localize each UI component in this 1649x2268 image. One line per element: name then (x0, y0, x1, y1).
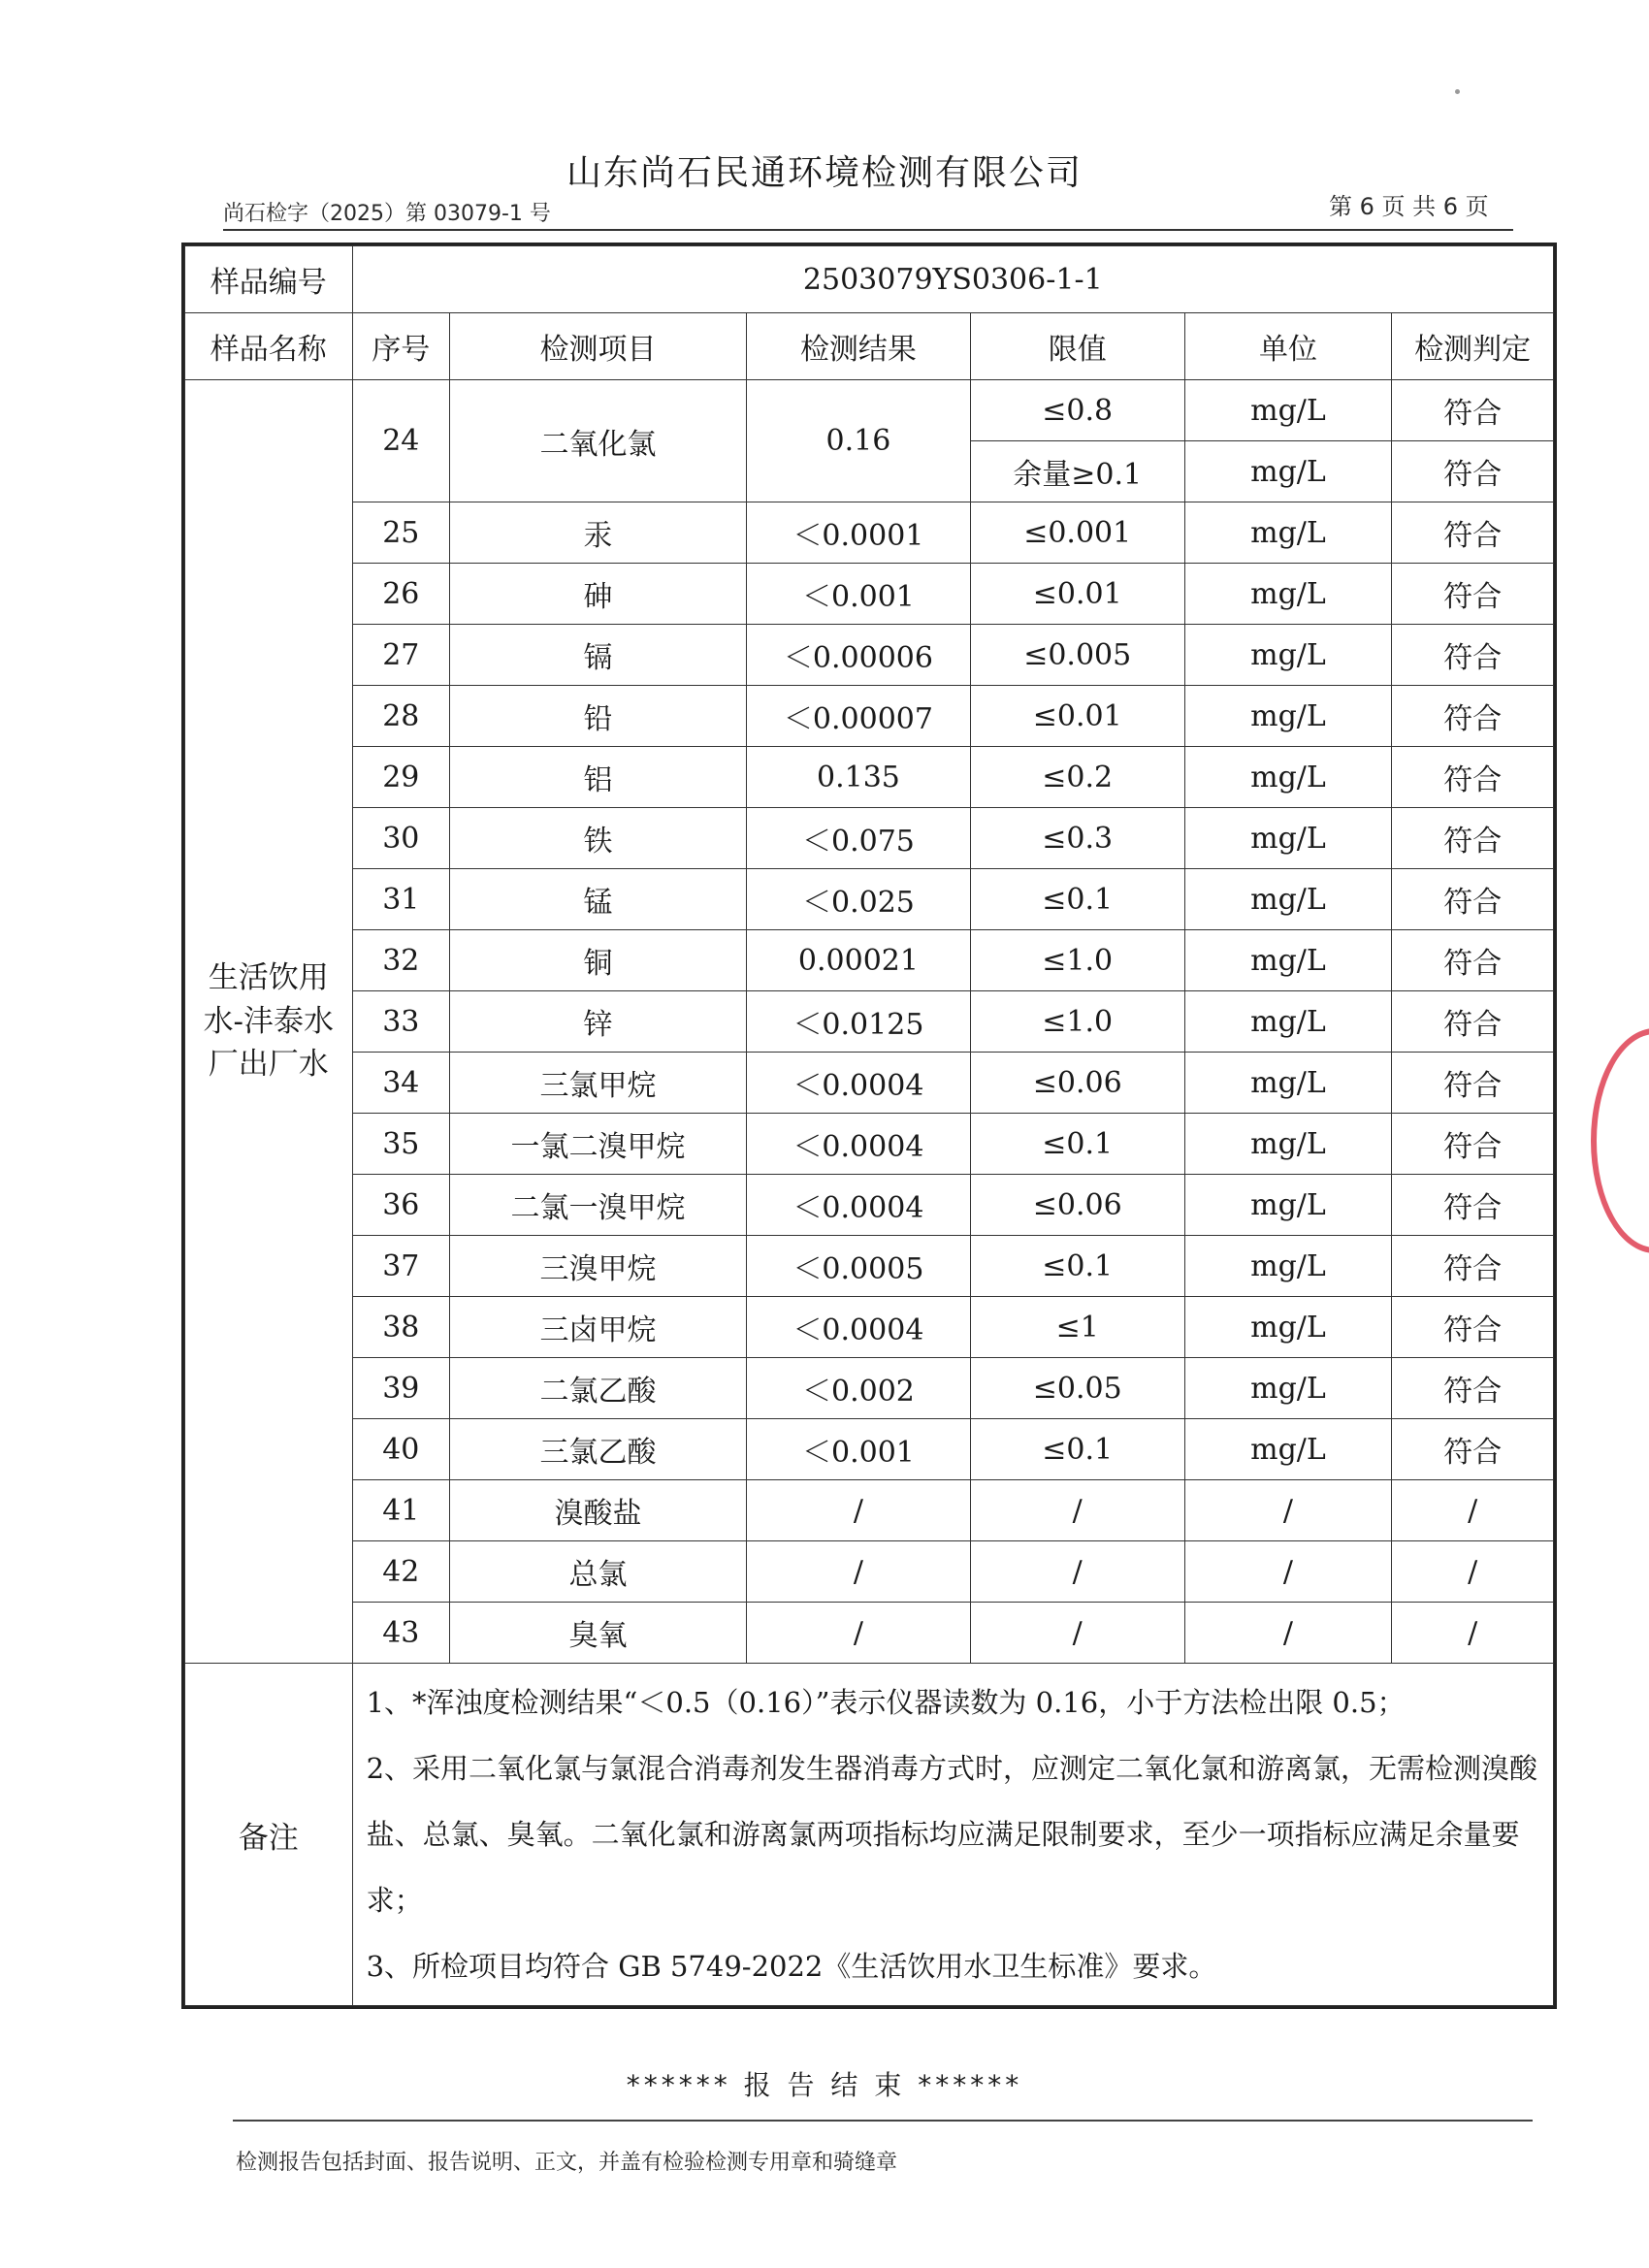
item-result: ＜0.001 (747, 564, 971, 625)
item-number: 36 (352, 1175, 449, 1236)
report-number: 尚石检字（2025）第 03079-1 号 (223, 202, 551, 226)
item-number: 26 (352, 564, 449, 625)
item-result: ＜0.0004 (747, 1114, 971, 1175)
item-limit: 余量≥0.1 (970, 441, 1184, 502)
remark-item: 2、采用二氧化氯与氯混合消毒剂发生器消毒方式时，应测定二氧化氯和游离氯，无需检测溴酸盐、总氯、臭氧。二氧化氯和游离氯两项指标均应满足限制要求，至少一项指标应满足余量要求； (366, 1752, 1538, 1917)
item-result: ＜0.002 (747, 1358, 971, 1419)
item-verdict: 符合 (1392, 747, 1554, 808)
item-verdict: 符合 (1392, 1297, 1554, 1358)
sample-name: 生活饮用水-沣泰水厂出厂水 (185, 380, 353, 1664)
item-verdict: 符合 (1392, 1419, 1554, 1480)
column-header: 检测项目 (449, 313, 746, 380)
item-verdict: 符合 (1392, 808, 1554, 869)
table-row (185, 1419, 1554, 1480)
item-result: / (747, 1541, 971, 1603)
item-limit: ≤0.005 (970, 625, 1184, 686)
item-verdict: 符合 (1392, 1053, 1554, 1114)
remarks-row (185, 1664, 1554, 2006)
item-unit: mg/L (1184, 1053, 1392, 1114)
table-row (185, 808, 1554, 869)
item-name: 溴酸盐 (449, 1480, 746, 1541)
item-verdict: 符合 (1392, 1236, 1554, 1297)
item-number: 38 (352, 1297, 449, 1358)
item-verdict: 符合 (1392, 869, 1554, 930)
item-limit: ≤0.3 (970, 808, 1184, 869)
item-name: 锰 (449, 869, 746, 930)
item-verdict: / (1392, 1541, 1554, 1603)
item-limit: ≤0.01 (970, 564, 1184, 625)
table-row (185, 1358, 1554, 1419)
item-result: ＜0.001 (747, 1419, 971, 1480)
item-name: 铅 (449, 686, 746, 747)
item-name: 臭氧 (449, 1603, 746, 1664)
item-result: ＜0.0005 (747, 1236, 971, 1297)
column-header: 单位 (1184, 313, 1392, 380)
item-number: 31 (352, 869, 449, 930)
item-limit: ≤0.1 (970, 1419, 1184, 1480)
item-name: 二氯一溴甲烷 (449, 1175, 746, 1236)
item-number: 24 (352, 380, 449, 502)
remark-item: 1、*浑浊度检测结果“＜0.5（0.16）”表示仪器读数为 0.16，小于方法检出限 0.5； (366, 1686, 1406, 1719)
table-row (185, 991, 1554, 1053)
column-header-row (185, 313, 1554, 380)
item-verdict: 符合 (1392, 625, 1554, 686)
table-row (185, 1480, 1554, 1541)
table-row (185, 869, 1554, 930)
report-end-mark: ****** 报 告 结 束 ****** (626, 2069, 1023, 2101)
item-number: 35 (352, 1114, 449, 1175)
item-limit: ≤1 (970, 1297, 1184, 1358)
item-name: 镉 (449, 625, 746, 686)
item-verdict: 符合 (1392, 564, 1554, 625)
column-header: 限值 (970, 313, 1184, 380)
table-row (185, 930, 1554, 991)
item-limit: ≤0.01 (970, 686, 1184, 747)
item-number: 37 (352, 1236, 449, 1297)
table-row (185, 625, 1554, 686)
item-unit: mg/L (1184, 1419, 1392, 1480)
item-unit: mg/L (1184, 869, 1392, 930)
item-number: 33 (352, 991, 449, 1053)
item-limit: ≤1.0 (970, 930, 1184, 991)
column-header: 检测结果 (747, 313, 971, 380)
item-unit: mg/L (1184, 564, 1392, 625)
item-result: ＜0.0004 (747, 1297, 971, 1358)
item-limit: ≤0.8 (970, 380, 1184, 441)
table-row (185, 1603, 1554, 1664)
item-number: 41 (352, 1480, 449, 1541)
item-limit: ≤0.2 (970, 747, 1184, 808)
item-limit: / (970, 1541, 1184, 1603)
item-name: 铜 (449, 930, 746, 991)
remarks-label: 备注 (185, 1664, 353, 2006)
column-header: 序号 (352, 313, 449, 380)
item-name: 锌 (449, 991, 746, 1053)
item-result: ＜0.075 (747, 808, 971, 869)
item-unit: / (1184, 1603, 1392, 1664)
item-limit: ≤0.001 (970, 502, 1184, 564)
item-limit: ≤0.05 (970, 1358, 1184, 1419)
table-row (185, 502, 1554, 564)
item-unit: mg/L (1184, 991, 1392, 1053)
item-result: ＜0.00007 (747, 686, 971, 747)
item-unit: mg/L (1184, 380, 1392, 441)
item-result: ＜0.00006 (747, 625, 971, 686)
item-number: 34 (352, 1053, 449, 1114)
item-verdict: 符合 (1392, 686, 1554, 747)
item-verdict: 符合 (1392, 1114, 1554, 1175)
item-result: ＜0.0125 (747, 991, 971, 1053)
item-limit: ≤0.06 (970, 1053, 1184, 1114)
item-number: 25 (352, 502, 449, 564)
item-verdict: 符合 (1392, 441, 1554, 502)
item-name: 三氯乙酸 (449, 1419, 746, 1480)
column-header: 检测判定 (1392, 313, 1554, 380)
header-rule (223, 229, 1513, 231)
item-number: 43 (352, 1603, 449, 1664)
item-limit: ≤1.0 (970, 991, 1184, 1053)
item-number: 32 (352, 930, 449, 991)
item-result: 0.16 (747, 380, 971, 502)
item-result: ＜0.0004 (747, 1053, 971, 1114)
item-name: 铁 (449, 808, 746, 869)
footer-rule (233, 2120, 1533, 2122)
item-name: 一氯二溴甲烷 (449, 1114, 746, 1175)
item-verdict: / (1392, 1603, 1554, 1664)
item-unit: mg/L (1184, 441, 1392, 502)
page-info: 第 6 页 共 6 页 (1329, 193, 1489, 220)
table-row (185, 380, 1554, 441)
item-number: 42 (352, 1541, 449, 1603)
item-unit: mg/L (1184, 625, 1392, 686)
item-unit: mg/L (1184, 747, 1392, 808)
item-name: 砷 (449, 564, 746, 625)
sample-number-label: 样品编号 (185, 246, 353, 313)
item-verdict: 符合 (1392, 1358, 1554, 1419)
table-row (185, 1297, 1554, 1358)
item-unit: mg/L (1184, 930, 1392, 991)
item-name: 二氯乙酸 (449, 1358, 746, 1419)
item-verdict: 符合 (1392, 930, 1554, 991)
item-unit: mg/L (1184, 1114, 1392, 1175)
item-number: 29 (352, 747, 449, 808)
item-limit: ≤0.1 (970, 869, 1184, 930)
item-unit: mg/L (1184, 1236, 1392, 1297)
column-header: 样品名称 (185, 313, 353, 380)
item-name: 三卤甲烷 (449, 1297, 746, 1358)
item-unit: mg/L (1184, 808, 1392, 869)
item-result: ＜0.025 (747, 869, 971, 930)
item-name: 汞 (449, 502, 746, 564)
item-number: 28 (352, 686, 449, 747)
item-number: 39 (352, 1358, 449, 1419)
results-table (184, 245, 1554, 2006)
item-number: 40 (352, 1419, 449, 1480)
item-verdict: 符合 (1392, 991, 1554, 1053)
item-unit: mg/L (1184, 1175, 1392, 1236)
item-number: 27 (352, 625, 449, 686)
item-verdict: / (1392, 1480, 1554, 1541)
item-result: 0.135 (747, 747, 971, 808)
item-limit: / (970, 1603, 1184, 1664)
sample-number-value: 2503079YS0306-1-1 (352, 246, 1553, 313)
item-result: ＜0.0001 (747, 502, 971, 564)
item-unit: / (1184, 1541, 1392, 1603)
item-unit: mg/L (1184, 1297, 1392, 1358)
item-result: / (747, 1603, 971, 1664)
item-name: 总氯 (449, 1541, 746, 1603)
table-row (185, 686, 1554, 747)
item-limit: / (970, 1480, 1184, 1541)
footer-note: 检测报告包括封面、报告说明、正文，并盖有检验检测专用章和骑缝章 (236, 2151, 898, 2175)
remark-item: 3、所检项目均符合 GB 5749-2022《生活饮用水卫生标准》要求。 (366, 1950, 1217, 1983)
table-row (185, 1114, 1554, 1175)
item-name: 三溴甲烷 (449, 1236, 746, 1297)
item-name: 三氯甲烷 (449, 1053, 746, 1114)
item-limit: ≤0.06 (970, 1175, 1184, 1236)
item-unit: mg/L (1184, 1358, 1392, 1419)
table-row (185, 1175, 1554, 1236)
sample-number-row (185, 246, 1554, 313)
item-unit: / (1184, 1480, 1392, 1541)
item-result: ＜0.0004 (747, 1175, 971, 1236)
results-table-frame (181, 243, 1557, 2009)
item-unit: mg/L (1184, 502, 1392, 564)
remarks-content (352, 1664, 1553, 2006)
table-row (185, 564, 1554, 625)
table-row (185, 747, 1554, 808)
item-limit: ≤0.1 (970, 1114, 1184, 1175)
item-number: 30 (352, 808, 449, 869)
item-name: 二氧化氯 (449, 380, 746, 502)
item-verdict: 符合 (1392, 1175, 1554, 1236)
item-result: / (747, 1480, 971, 1541)
table-row (185, 1541, 1554, 1603)
item-limit: ≤0.1 (970, 1236, 1184, 1297)
item-unit: mg/L (1184, 686, 1392, 747)
item-name: 铝 (449, 747, 746, 808)
seal-stamp-icon (1591, 1028, 1649, 1253)
company-name: 山东尚石民通环境检测有限公司 (566, 153, 1083, 193)
table-row (185, 1236, 1554, 1297)
item-verdict: 符合 (1392, 502, 1554, 564)
item-result: 0.00021 (747, 930, 971, 991)
table-row (185, 1053, 1554, 1114)
scan-speck (1455, 89, 1460, 94)
item-verdict: 符合 (1392, 380, 1554, 441)
